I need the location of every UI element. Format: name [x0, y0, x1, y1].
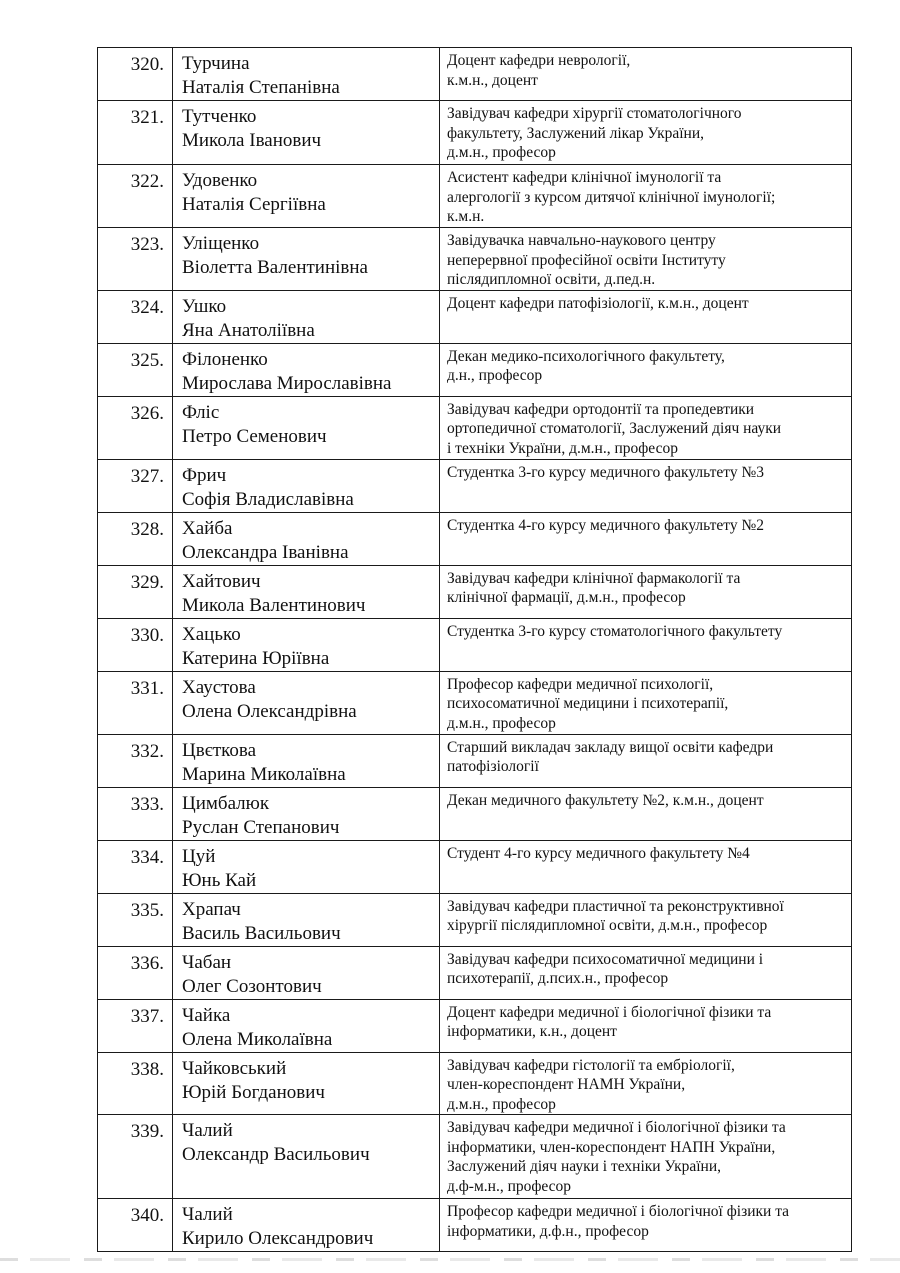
surname: Цимбалюк [182, 792, 270, 814]
given-name-patronymic: Олександр Васильович [182, 1144, 370, 1165]
person-name-cell [173, 228, 440, 291]
given-name-patronymic: Марина Миколаївна [182, 763, 346, 785]
position-line: психосоматичної медицини і психотерапії, [447, 695, 729, 712]
surname: Хацько [182, 623, 241, 645]
position-line: Доцент кафедри медичної і біологічної фізики та [447, 1003, 772, 1021]
person-name-cell [173, 671, 440, 734]
surname: Чалий [182, 1204, 233, 1225]
given-name-patronymic: Мирослава Мирославівна [182, 372, 392, 394]
position-cell [440, 343, 852, 396]
position-cell [440, 165, 852, 228]
row-number: 336. [98, 946, 173, 999]
position-line: Студентка 3-го курсу стоматологічного факультету [447, 622, 783, 640]
table-row [98, 618, 852, 671]
position-cell [440, 787, 852, 840]
given-name-patronymic: Кирило Олександрович [182, 1228, 374, 1249]
surname: Цвєткова [182, 739, 257, 761]
position-cell [440, 671, 852, 734]
position-line: к.м.н., доцент [447, 71, 538, 89]
table-row [98, 343, 852, 396]
position-line: Завідувач кафедри медичної і біологічної фізики та [447, 1119, 786, 1136]
position-line: Доцент кафедри патофізіології, к.м.н., доцент [447, 294, 749, 312]
position-cell [440, 999, 852, 1052]
row-number: 321. [98, 101, 173, 165]
position-cell [440, 618, 852, 671]
position-cell [440, 228, 852, 291]
position-cell [440, 565, 852, 618]
position-cell [440, 1052, 852, 1115]
person-name-cell [173, 734, 440, 787]
position-line: Завідувач кафедри гістології та ембріології, [447, 1056, 735, 1074]
table-row [98, 48, 852, 101]
scan-artifact-line [0, 1258, 900, 1261]
row-number: 328. [98, 512, 173, 565]
row-number: 339. [98, 1115, 173, 1199]
table-row [98, 1199, 852, 1252]
staff-table [97, 47, 852, 1252]
person-name-cell [173, 618, 440, 671]
table-row [98, 671, 852, 734]
row-number: 335. [98, 893, 173, 946]
position-cell [440, 946, 852, 999]
surname: Тутченко [182, 106, 257, 127]
surname: Фрич [182, 464, 227, 486]
position-cell [440, 512, 852, 565]
row-number: 333. [98, 787, 173, 840]
position-line: факультету, Заслужений лікар України, [447, 124, 705, 142]
position-line: Завідувач кафедри ортодонтії та пропедевтики [447, 400, 755, 418]
given-name-patronymic: Олена Олександрівна [182, 700, 357, 722]
position-line: д.м.н., професор [447, 1095, 556, 1113]
surname: Фліс [182, 401, 220, 423]
table-row [98, 101, 852, 165]
position-line: Декан медико-психологічного факультету, [447, 347, 725, 365]
surname: Чалий [182, 1120, 233, 1141]
surname: Турчина [182, 53, 250, 74]
given-name-patronymic: Микола Іванович [182, 130, 322, 151]
row-number: 324. [98, 290, 173, 343]
surname: Чабан [182, 951, 232, 973]
position-cell [440, 459, 852, 512]
row-number: 332. [98, 734, 173, 787]
person-name-cell [173, 48, 440, 101]
person-name-cell [173, 893, 440, 946]
row-number: 320. [98, 48, 173, 101]
position-line: Старший викладач закладу вищої освіти кафедри [447, 738, 774, 756]
position-line: Завідувач кафедри хірургії стоматологічного [447, 105, 742, 122]
person-name-cell [173, 565, 440, 618]
position-line: післядипломної освіти, д.пед.н. [447, 271, 656, 288]
given-name-patronymic: Віолетта Валентинівна [182, 257, 368, 278]
position-line: Студент 4-го курсу медичного факультету №4 [447, 844, 750, 862]
table-row [98, 1052, 852, 1115]
given-name-patronymic: Юрій Богданович [182, 1081, 325, 1103]
surname: Філоненко [182, 348, 268, 370]
position-line: хірургії післядипломної освіти, д.м.н., професор [447, 917, 768, 934]
position-cell [440, 734, 852, 787]
surname: Ушко [182, 295, 227, 317]
row-number: 326. [98, 396, 173, 459]
given-name-patronymic: Петро Семенович [182, 425, 327, 447]
given-name-patronymic: Руслан Степанович [182, 816, 340, 838]
table-row [98, 734, 852, 787]
position-line: Студентка 4-го курсу медичного факультету №2 [447, 516, 764, 534]
person-name-cell [173, 946, 440, 999]
position-line: алергології з курсом дитячої клінічної імунології; [447, 188, 776, 206]
position-line: інформатики, д.ф.н., професор [447, 1222, 649, 1240]
surname: Цуй [182, 845, 216, 867]
position-line: д.м.н., професор [447, 144, 556, 161]
position-line: к.м.н. [447, 208, 485, 225]
table-row [98, 565, 852, 618]
given-name-patronymic: Олег Созонтович [182, 975, 322, 997]
given-name-patronymic: Микола Валентинович [182, 594, 366, 616]
position-cell [440, 396, 852, 459]
person-name-cell [173, 512, 440, 565]
row-number: 325. [98, 343, 173, 396]
person-name-cell [173, 1052, 440, 1115]
person-name-cell [173, 1115, 440, 1199]
table-row [98, 459, 852, 512]
row-number: 330. [98, 618, 173, 671]
position-line: Професор кафедри медичної психології, [447, 675, 714, 693]
position-line: Декан медичного факультету №2, к.м.н., доцент [447, 791, 764, 809]
row-number: 334. [98, 840, 173, 893]
surname: Хайба [182, 517, 233, 539]
given-name-patronymic: Олена Миколаївна [182, 1028, 333, 1050]
position-cell [440, 48, 852, 101]
position-line: і техніки України, д.м.н., професор [447, 439, 678, 457]
surname: Чайка [182, 1004, 231, 1026]
position-line: Заслужений діяч науки і техніки України, [447, 1158, 722, 1175]
row-number: 337. [98, 999, 173, 1052]
person-name-cell [173, 787, 440, 840]
given-name-patronymic: Наталія Сергіївна [182, 194, 326, 215]
person-name-cell [173, 290, 440, 343]
position-line: ортопедичної стоматології, Заслужений діяч науки [447, 420, 782, 437]
position-line: д.н., професор [447, 367, 543, 384]
table-row [98, 946, 852, 999]
position-line: інформатики, член-кореспондент НАПН України, [447, 1138, 776, 1156]
person-name-cell [173, 459, 440, 512]
table-row [98, 512, 852, 565]
row-number: 338. [98, 1052, 173, 1115]
person-name-cell [173, 343, 440, 396]
person-name-cell [173, 840, 440, 893]
given-name-patronymic: Яна Анатоліївна [182, 319, 315, 341]
position-cell [440, 101, 852, 165]
position-line: Студентка 3-го курсу медичного факультету №3 [447, 463, 764, 481]
position-line: інформатики, к.н., доцент [447, 1023, 617, 1040]
table-row [98, 228, 852, 291]
row-number: 322. [98, 165, 173, 228]
person-name-cell [173, 165, 440, 228]
row-number: 327. [98, 459, 173, 512]
person-name-cell [173, 101, 440, 165]
given-name-patronymic: Катерина Юріївна [182, 647, 330, 669]
surname: Удовенко [182, 170, 258, 191]
surname: Хайтович [182, 570, 261, 592]
given-name-patronymic: Наталія Степанівна [182, 77, 340, 98]
given-name-patronymic: Василь Васильович [182, 922, 341, 944]
position-line: член-кореспондент НАМН України, [447, 1076, 686, 1093]
row-number: 340. [98, 1199, 173, 1252]
person-name-cell [173, 999, 440, 1052]
position-line: Завідувачка навчально-наукового центру [447, 232, 716, 249]
person-name-cell [173, 396, 440, 459]
position-cell [440, 1199, 852, 1252]
row-number: 331. [98, 671, 173, 734]
position-line: неперервної професійної освіти Інституту [447, 251, 726, 269]
surname: Уліщенко [182, 233, 260, 254]
table-row [98, 893, 852, 946]
table-row [98, 290, 852, 343]
table-row [98, 999, 852, 1052]
table-row [98, 165, 852, 228]
position-line: Асистент кафедри клінічної імунології та [447, 169, 722, 186]
position-line: Завідувач кафедри пластичної та реконструктивної [447, 897, 784, 915]
given-name-patronymic: Олександра Іванівна [182, 541, 349, 563]
position-cell [440, 1115, 852, 1199]
table-row [98, 396, 852, 459]
person-name-cell [173, 1199, 440, 1252]
position-line: Завідувач кафедри психосоматичної медицини і [447, 950, 764, 968]
position-line: д.м.н., професор [447, 714, 556, 732]
position-line: психотерапії, д.псих.н., професор [447, 970, 669, 987]
staff-table-body [98, 48, 852, 1252]
table-row [98, 1115, 852, 1199]
given-name-patronymic: Софія Владиславівна [182, 488, 354, 510]
position-cell [440, 840, 852, 893]
given-name-patronymic: Юнь Кай [182, 869, 257, 891]
position-line: патофізіології [447, 758, 539, 775]
position-cell [440, 893, 852, 946]
surname: Чайковський [182, 1057, 287, 1079]
position-line: Завідувач кафедри клінічної фармакології та [447, 569, 741, 587]
row-number: 323. [98, 228, 173, 291]
position-line: д.ф-м.н., професор [447, 1177, 572, 1195]
table-row [98, 840, 852, 893]
position-cell [440, 290, 852, 343]
table-row [98, 787, 852, 840]
position-line: Доцент кафедри неврології, [447, 52, 631, 69]
row-number: 329. [98, 565, 173, 618]
surname: Хаустова [182, 676, 256, 698]
position-line: Професор кафедри медичної і біологічної фізики та [447, 1203, 790, 1220]
surname: Храпач [182, 898, 241, 920]
position-line: клінічної фармації, д.м.н., професор [447, 589, 686, 606]
